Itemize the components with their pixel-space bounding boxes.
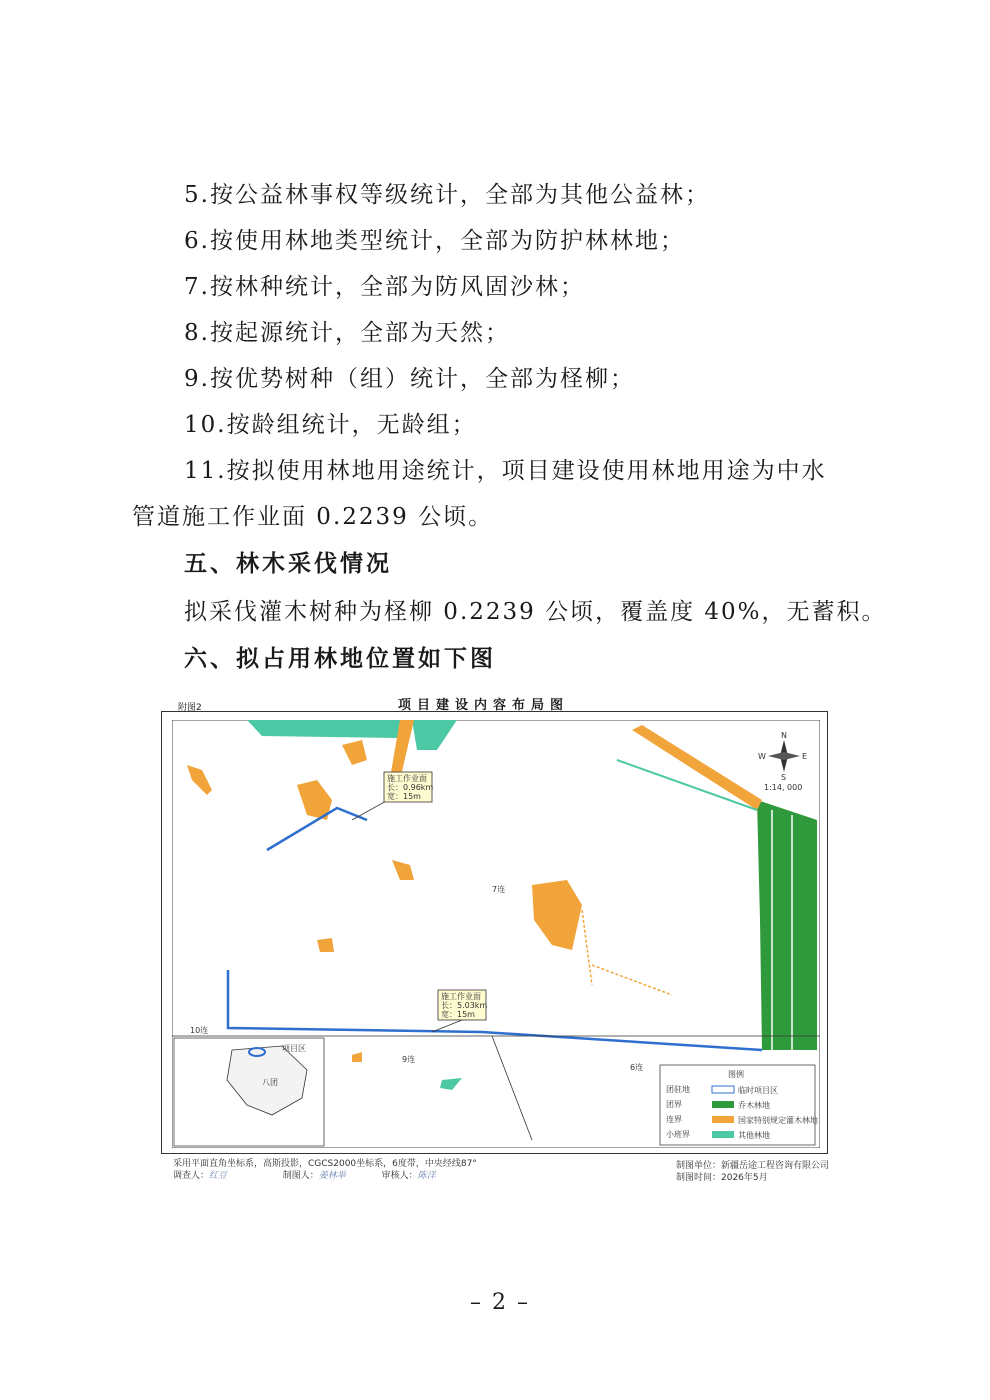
svg-text:图例: 图例: [728, 1070, 744, 1079]
teal-strip-top-left: [247, 720, 402, 738]
paragraph-11-cont: 管道施工作业面 0.2239 公顷。: [132, 504, 494, 530]
paragraph-7: 7.按林种统计，全部为防风固沙林；: [184, 274, 585, 300]
map-footer-people: 调查人：红豆 制图人：姜林举 审核人：陈洋: [173, 1171, 436, 1181]
section-6-heading: 六、拟占用林地位置如下图: [184, 646, 496, 672]
svg-text:团驻地: 团驻地: [666, 1085, 690, 1094]
svg-text:其他林地: 其他林地: [738, 1131, 770, 1140]
svg-text:S: S: [781, 773, 787, 782]
svg-text:1:14, 000: 1:14, 000: [764, 783, 803, 792]
green-forest-right: [757, 800, 817, 1050]
svg-text:乔木林地: 乔木林地: [738, 1101, 770, 1110]
section-5-heading: 五、林木采伐情况: [184, 551, 392, 577]
paragraph-11: 11.按拟使用林地用途统计，项目建设使用林地用途为中水: [184, 458, 827, 484]
map-footer-unit: 制图单位：新疆岳途工程咨询有限公司: [676, 1161, 830, 1171]
map-footer-time: 制图时间：2026年5月: [676, 1173, 768, 1183]
inset-map: [174, 1038, 324, 1146]
label-lian7: 7连: [492, 885, 506, 894]
section-5-text: 拟采伐灌木树种为柽柳 0.2239 公顷，覆盖度 40%，无蓄积。: [184, 599, 887, 625]
svg-text:小班界: 小班界: [666, 1130, 690, 1139]
svg-text:长：0.96km: 长：0.96km: [387, 783, 434, 792]
paragraph-10: 10.按龄组统计，无龄组；: [184, 412, 477, 438]
svg-text:连界: 连界: [666, 1115, 682, 1124]
map-annex-label: 附图2: [178, 703, 202, 713]
svg-text:项目区: 项目区: [282, 1044, 306, 1053]
map-title: 项目建设内容布局图: [398, 698, 570, 713]
svg-text:宽：15m: 宽：15m: [441, 1010, 475, 1019]
label-lian6: 6连: [630, 1063, 644, 1072]
map-footer-coord: 采用平面直角坐标系，高斯投影，CGCS2000坐标系，6度带，中央经线87°: [173, 1159, 477, 1169]
label-lian9: 9连: [402, 1055, 416, 1064]
svg-text:临时项目区: 临时项目区: [738, 1086, 778, 1095]
svg-text:长：5.03km: 长：5.03km: [441, 1001, 488, 1010]
map-legend: [660, 1065, 818, 1145]
svg-text:施工作业面: 施工作业面: [387, 774, 427, 783]
page-number: – 2 –: [470, 1290, 530, 1315]
svg-text:八团: 八团: [262, 1078, 278, 1087]
paragraph-6: 6.按使用林地类型统计，全部为防护林林地；: [184, 228, 685, 254]
svg-text:E: E: [802, 752, 808, 761]
paragraph-9: 9.按优势树种（组）统计，全部为柽柳；: [184, 366, 635, 392]
svg-text:W: W: [758, 752, 766, 761]
svg-text:宽：15m: 宽：15m: [387, 792, 421, 801]
paragraph-8: 8.按起源统计，全部为天然；: [184, 320, 510, 346]
map-canvas: [172, 720, 820, 1148]
svg-text:国家特别规定灌木林地: 国家特别规定灌木林地: [738, 1116, 818, 1125]
orange-patch-6: [317, 938, 334, 952]
svg-text:团界: 团界: [666, 1100, 682, 1109]
paragraph-5: 5.按公益林事权等级统计，全部为其他公益林；: [184, 182, 710, 208]
svg-text:N: N: [781, 731, 787, 740]
label-lian10: 10连: [190, 1026, 209, 1035]
svg-text:施工作业面: 施工作业面: [441, 992, 481, 1001]
